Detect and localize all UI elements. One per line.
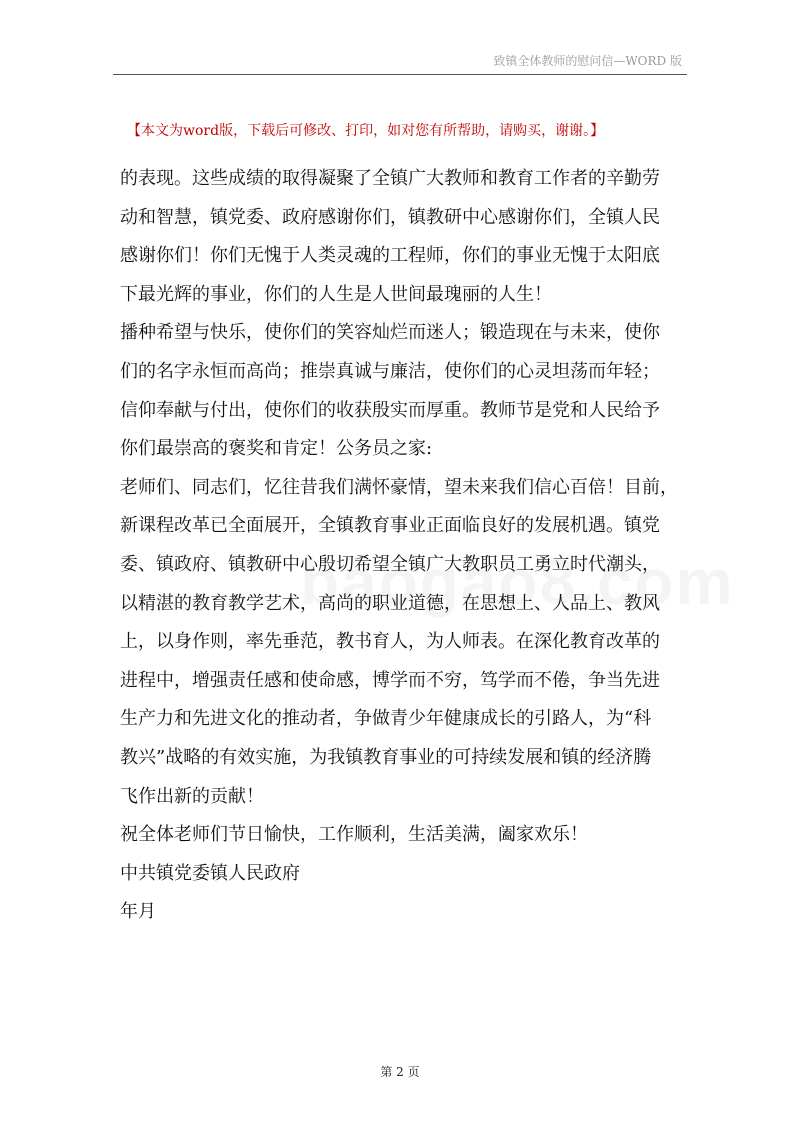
body-line-13: 上，以身作则，率先垂范，教书育人，为人师表。在深化教育改革的	[120, 631, 660, 653]
body-line-9: 老师们、同志们，忆往昔我们满怀豪情，望未来我们信心百倍！目前，	[120, 476, 678, 498]
body-line-7: 信仰奉献与付出，使你们的收获殷实而厚重。教师节是党和人民给予	[120, 399, 660, 421]
body-line-1: 的表现。这些成绩的取得凝聚了全镇广大教师和教育工作者的辛勤劳	[120, 168, 660, 189]
document-header-title: 致镇全体教师的慰问信—WORD 版	[493, 54, 682, 68]
body-line-5: 播种希望与快乐，使你们的笑容灿烂而迷人；锻造现在与未来，使你	[120, 322, 660, 344]
closing-wish: 祝全体老师们节日愉快，工作顺利，生活美满，阖家欢乐！	[120, 824, 588, 846]
body-line-14: 进程中，增强责任感和使命感，博学而不穷，笃学而不倦，争当先进	[120, 669, 660, 691]
body-line-8: 你们最崇高的褒奖和肯定！公务员之家:	[120, 438, 433, 460]
page-number: 第 2 页	[380, 1065, 420, 1079]
body-line-17: 飞作出新的贡献！	[120, 785, 264, 807]
body-line-2: 动和智慧，镇党委、政府感谢你们，镇教研中心感谢你们，全镇人民	[120, 206, 660, 228]
signature-date: 年月	[120, 901, 156, 923]
body-line-12: 以精湛的教育教学艺术，高尚的职业道德，在思想上、人品上、教风	[120, 592, 660, 614]
signature-organization: 中共镇党委镇人民政府	[120, 862, 300, 884]
body-line-3: 感谢你们！你们无愧于人类灵魂的工程师，你们的事业无愧于太阳底	[120, 245, 660, 267]
body-line-15: 生产力和先进文化的推动者，争做青少年健康成长的引路人，为“科	[120, 708, 652, 730]
download-notice: 【本文为word版，下载后可修改、打印，如对您有所帮助，请购买，谢谢。】	[127, 123, 605, 139]
body-line-6: 们的名字永恒而高尚；推崇真诚与廉洁，使你们的心灵坦荡而年轻；	[120, 360, 660, 382]
body-line-10: 新课程改革已全面展开，全镇教育事业正面临良好的发展机遇。镇党	[120, 515, 660, 537]
body-line-11: 委、镇政府、镇教研中心殷切希望全镇广大教职员工勇立时代潮头，	[120, 553, 660, 575]
body-line-4: 下最光辉的事业，你们的人生是人世间最瑰丽的人生！	[120, 283, 552, 305]
header-divider	[113, 74, 687, 75]
body-line-16: 教兴”战略的有效实施，为我镇教育事业的可持续发展和镇的经济腾	[120, 746, 652, 768]
letter-body	[120, 160, 686, 932]
